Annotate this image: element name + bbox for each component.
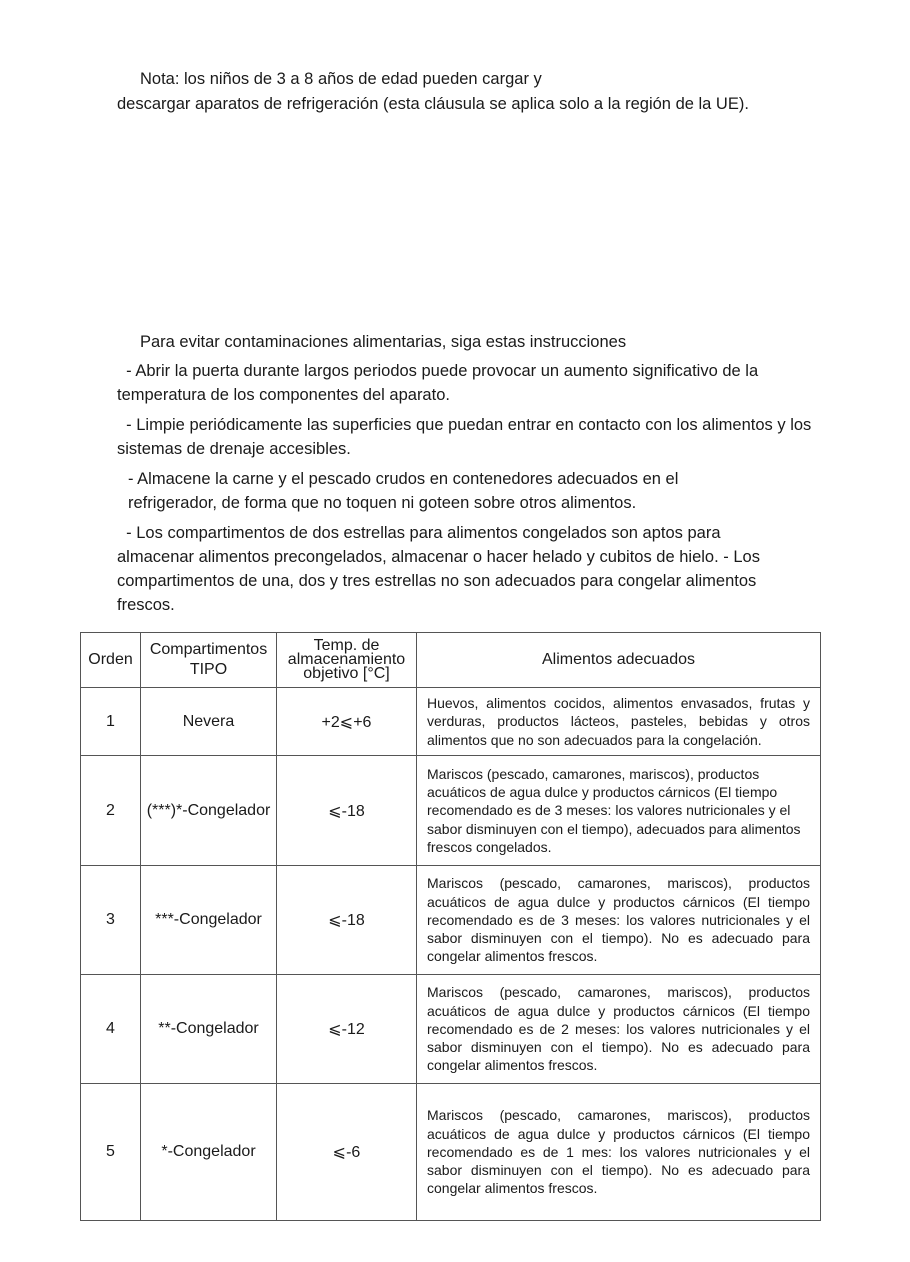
row-type: Nevera (141, 688, 277, 756)
instruction-item: - Abrir la puerta durante largos periodos puede provocar un aumento significativo de la temperatura de los componentes del aparato. (117, 362, 763, 404)
instructions-intro: Para evitar contaminaciones alimentarias, siga estas instrucciones (140, 333, 627, 351)
header-temp: Temp. de almacenamiento objetivo [°C] (277, 633, 417, 688)
row-order: 2 (81, 756, 141, 866)
row-foods: Mariscos (pescado, camarones, mariscos), productos acuáticos de agua dulce y productos cárnicos (El tiempo recomendado es de 1 mes: los valores nutricionales y el sabor disminuyen con el tiempo). No es adecuado para congelar alimentos frescos. (417, 1084, 821, 1221)
header-order: Orden (81, 633, 141, 688)
row-order: 5 (81, 1084, 141, 1221)
instruction-item: - Limpie periódicamente las superficies que puedan entrar en contacto con los alimentos y los sistemas de drenaje accesibles. (117, 416, 816, 458)
row-foods: Huevos, alimentos cocidos, alimentos envasados, frutas y verduras, productos lácteos, pasteles, bebidas y otros alimentos que no son adecuados para la congelación. (417, 688, 821, 756)
row-foods: Mariscos (pescado, camarones, mariscos), productos acuáticos de agua dulce y productos cárnicos (El tiempo recomendado es de 3 meses: los valores nutricionales y el sabor disminuyen con el tiempo), adecuados para alimentos frescos congelados. (417, 756, 821, 866)
row-order: 3 (81, 866, 141, 975)
row-order: 1 (81, 688, 141, 756)
row-type: **-Congelador (141, 975, 277, 1084)
row-type: *-Congelador (141, 1084, 277, 1221)
note-line-1: Nota: los niños de 3 a 8 años de edad pueden cargar y (140, 70, 542, 88)
row-temp: ⩽-6 (277, 1084, 417, 1221)
instruction-item: - Los compartimentos de dos estrellas para alimentos congelados son aptos para almacenar alimentos precongelados, almacenar o hacer helado y cubitos de hielo. - Los compartimentos de una, dos y tres estrellas no son adecuados para congelar alimentos frescos. (117, 524, 765, 614)
table-row (81, 866, 821, 975)
row-type: (***)*-Congelador (141, 756, 277, 866)
header-compartment: Compartimentos TIPO (141, 633, 277, 688)
header-foods: Alimentos adecuados (417, 633, 821, 688)
table-header-row (81, 633, 821, 688)
row-type: ***-Congelador (141, 866, 277, 975)
row-temp: +2⩽+6 (277, 688, 417, 756)
row-foods: Mariscos (pescado, camarones, mariscos), productos acuáticos de agua dulce y productos cárnicos (El tiempo recomendado es de 3 meses: los valores nutricionales y el sabor disminuyen con el tiempo). No es adecuado para congelar alimentos frescos. (417, 866, 821, 975)
row-temp: ⩽-12 (277, 975, 417, 1084)
table-row (81, 756, 821, 866)
table-row (81, 975, 821, 1084)
storage-table (80, 632, 821, 1221)
row-foods: Mariscos (pescado, camarones, mariscos), productos acuáticos de agua dulce y productos cárnicos (El tiempo recomendado es de 2 meses: los valores nutricionales y el sabor disminuyen con el tiempo). No es adecuado para congelar alimentos frescos. (417, 975, 821, 1084)
table-row (81, 688, 821, 756)
row-temp: ⩽-18 (277, 866, 417, 975)
note-line-2: descargar aparatos de refrigeración (esta cláusula se aplica solo a la región de la UE). (117, 95, 749, 113)
row-temp: ⩽-18 (277, 756, 417, 866)
row-order: 4 (81, 975, 141, 1084)
table-row (81, 1084, 821, 1221)
instruction-item: - Almacene la carne y el pescado crudos en contenedores adecuados en el refrigerador, de forma que no toquen ni goteen sobre otros alimentos. (128, 470, 683, 512)
